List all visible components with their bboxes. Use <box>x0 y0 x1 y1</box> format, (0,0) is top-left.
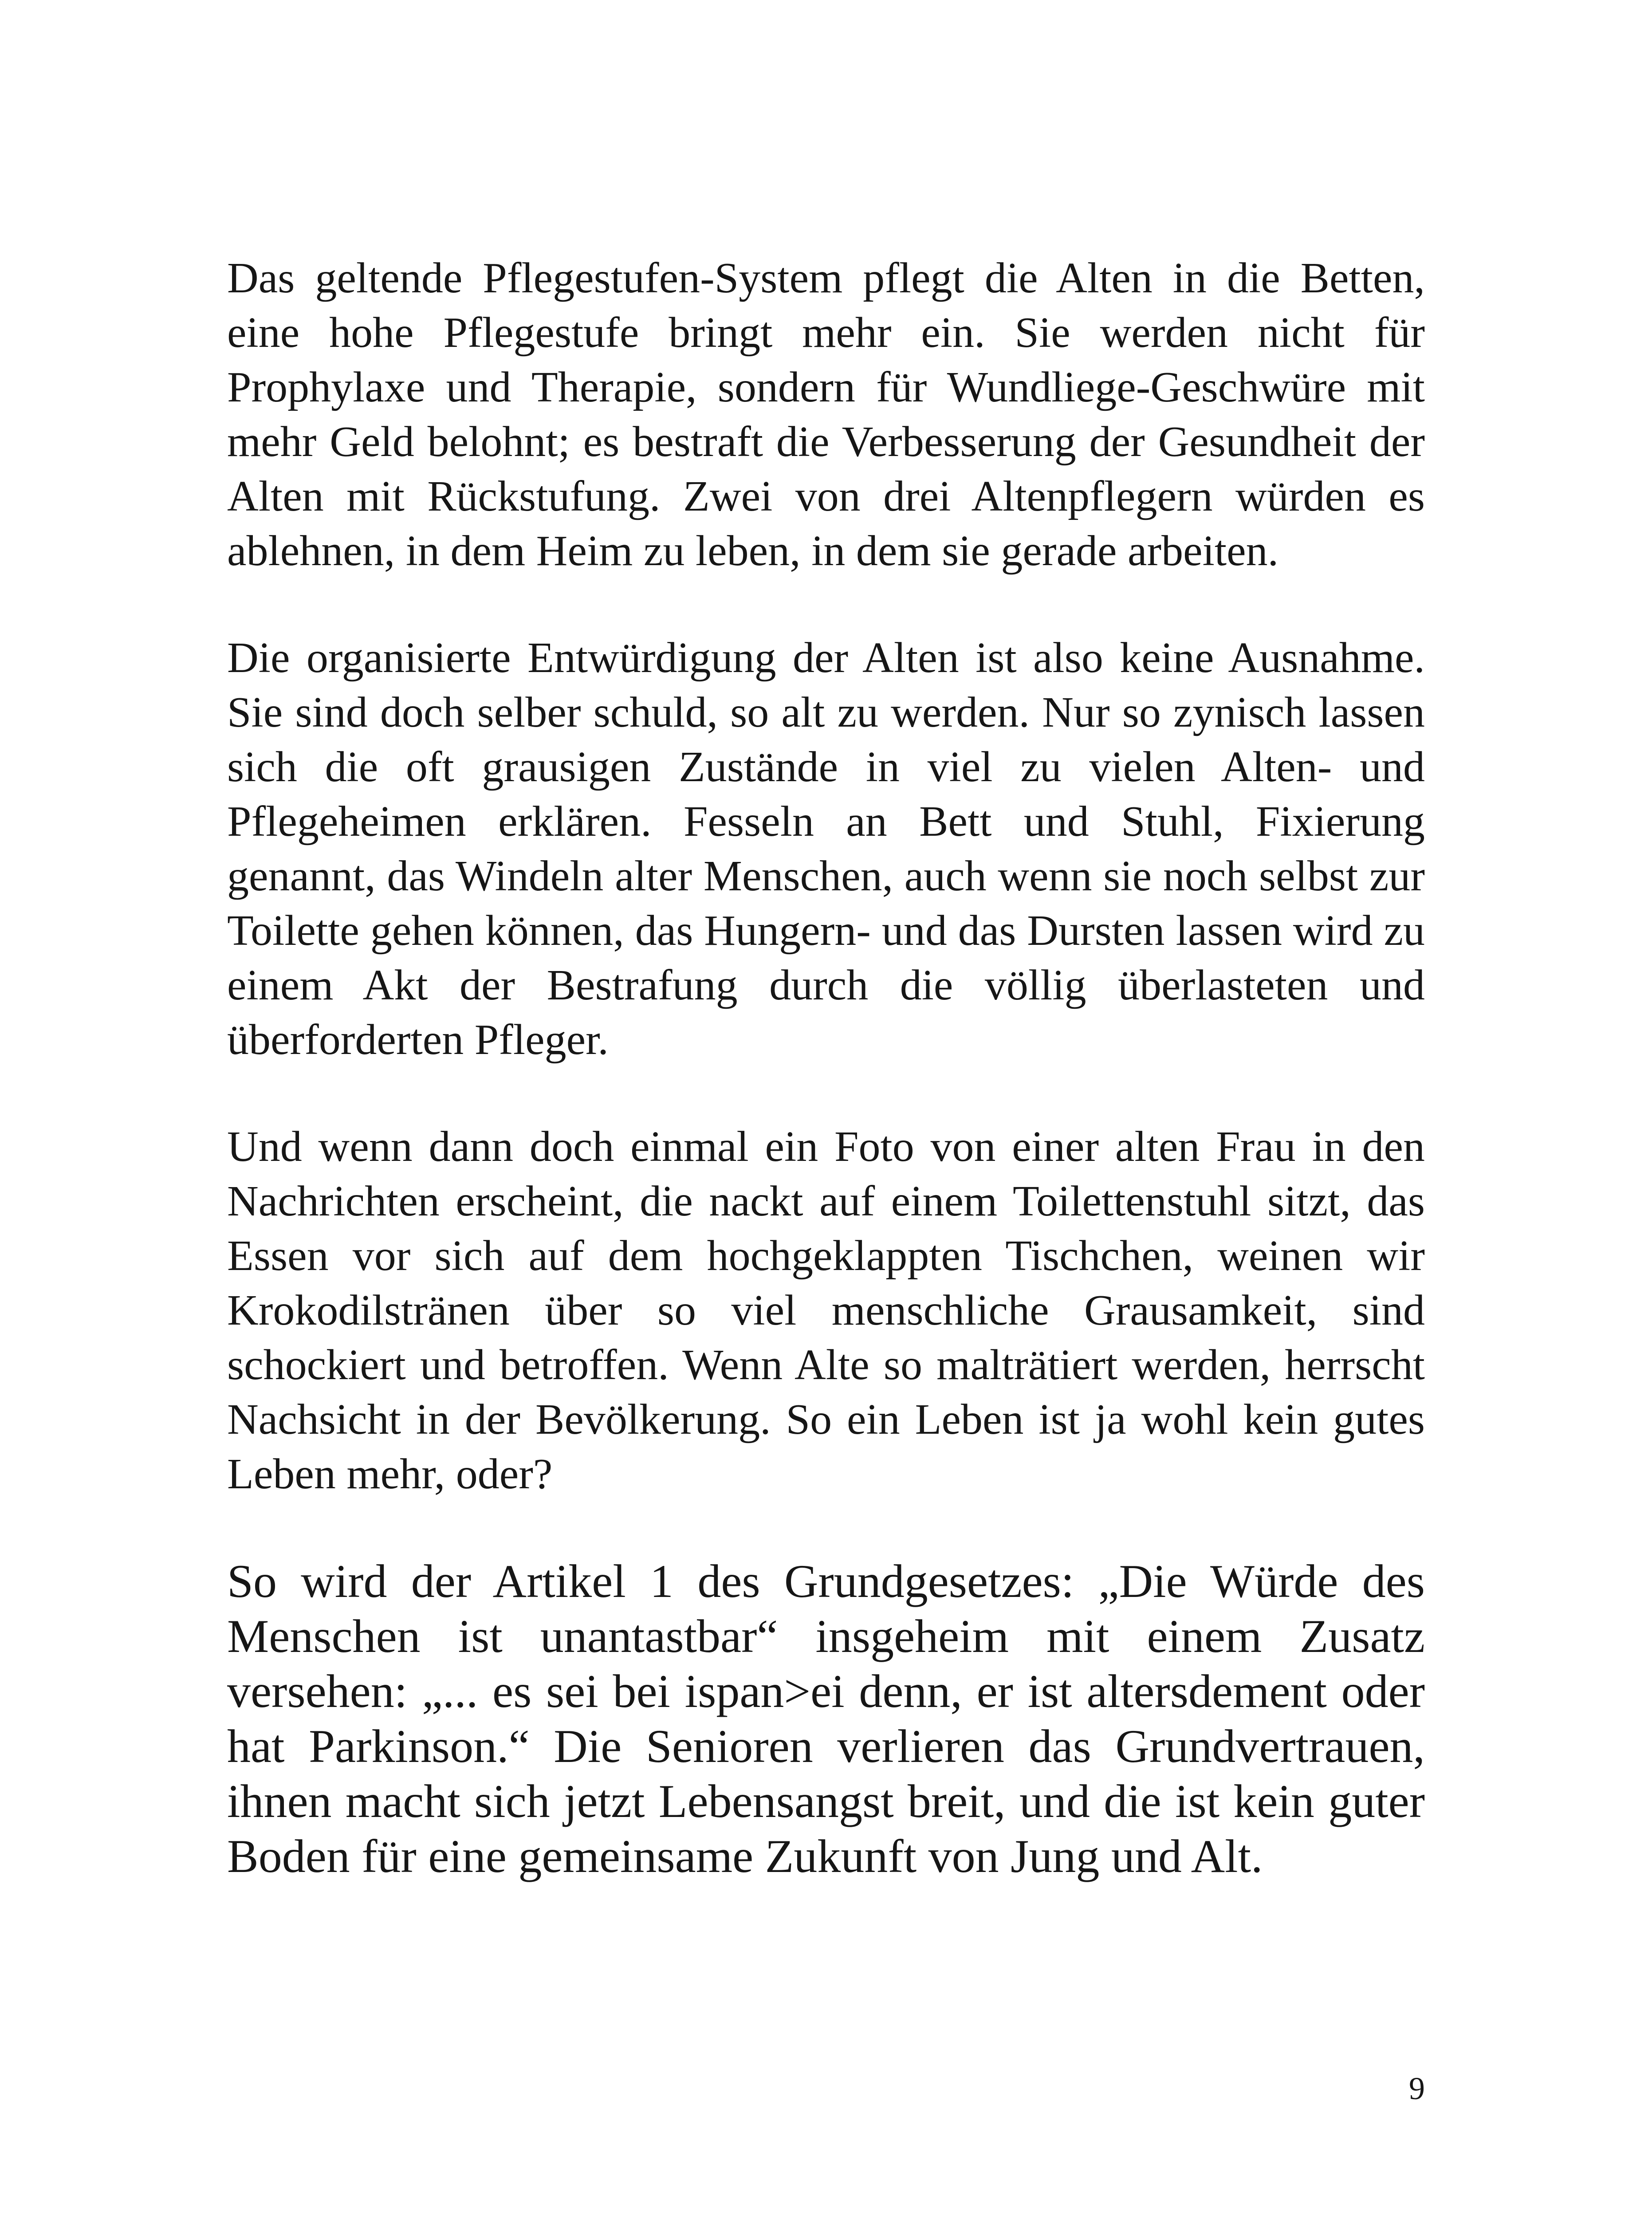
body-text <box>227 251 1425 1884</box>
paragraph-grundgesetz: So wird der Artikel 1 des Grundgesetzes: „Die Würde des Menschen ist unantastbar“ insgeheim mit einem Zusatz versehen: „... es sei bei ispan>ei denn, er ist altersdement oder hat Parkinson.“ Die Senioren verlieren das Grundvertrauen, ihnen macht sich jetzt Lebensangst breit, und die ist kein guter Boden für eine gemeinsame Zukunft von Jung und Alt. <box>227 1555 1425 1882</box>
paragraph-entwuerdigung: Die organisierte Entwürdigung der Alten ist also keine Ausnahme. Sie sind doch selber schuld, so alt zu werden. Nur so zynisch lassen sich die oft grausigen Zustände in viel zu vielen Alten- und Pflegeheimen erklären. Fesseln an Bett und Stuhl, Fixierung genannt, das Windeln alter Menschen, auch wenn sie noch selbst zur Toilette gehen können, das Hungern- und das Dursten lassen wird zu einem Akt der Bestrafung durch die völlig überlasteten und überforderten Pfleger. <box>227 634 1425 1064</box>
paragraph-foto-nachrichten: Und wenn dann doch einmal ein Foto von einer alten Frau in den Nachrichten erscheint, die nackt auf einem Toilettenstuhl sitzt, das Essen vor sich auf dem hochgeklappten Tischchen, weinen wir Krokodilstränen über so viel menschliche Grausamkeit, sind schockiert und betroffen. Wenn Alte so malträtiert werden, herrscht Nachsicht in der Bevölkerung. So ein Leben ist ja wohl kein gutes Leben mehr, oder? <box>227 1123 1425 1498</box>
paragraph-pflegestufen: Das geltende Pflegestufen-System pflegt die Alten in die Betten, eine hohe Pflegestufe bringt mehr ein. Sie werden nicht für Prophylaxe und Therapie, sondern für Wundliege-Geschwüre mit mehr Geld belohnt; es bestraft die Verbesserung der Gesundheit der Alten mit Rückstufung. Zwei von drei Altenpflegern würden es ablehnen, in dem Heim zu leben, in dem sie gerade arbeiten. <box>227 254 1425 575</box>
page-number: 9 <box>1409 2071 1425 2106</box>
